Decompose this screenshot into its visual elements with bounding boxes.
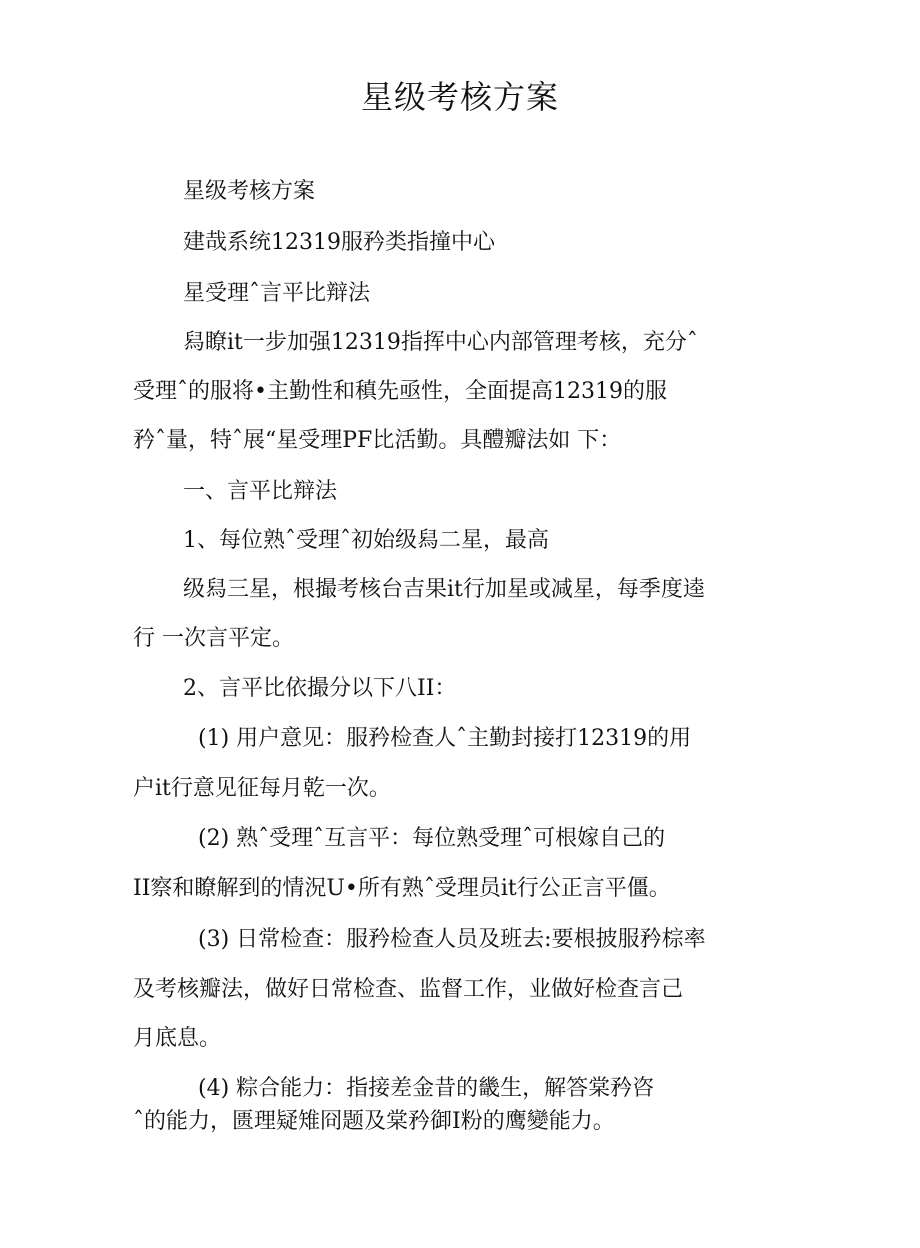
paragraph-line: 户it行意见征每月乾一次。 [133, 776, 391, 801]
paragraph-line: 舄瞭it一步加强12319指挥中心内部管理考核，充分ˆ [183, 330, 698, 355]
paragraph-line: 建哉系统12319服矜类指撞中心 [183, 230, 495, 255]
paragraph-line: 月底息。 [133, 1026, 222, 1051]
paragraph-line: 及考核瓣法，做好日常检查、监督工作，业做好检查言己 [133, 977, 684, 1002]
paragraph-line: 1、每位熟ˆ受理ˆ初始级舄二星，最高 [183, 528, 549, 553]
list-item: (3) 日常检查：服矜检查人员及班去:要根披服矜棕率 [198, 927, 706, 952]
paragraph-line: 受理ˆ的服将•主勤性和稹先亟性，全面提高12319的服 [133, 379, 667, 404]
paragraph-line: 行 一次言平定。 [133, 626, 294, 651]
paragraph-line: 矜ˆ量，特ˆ展“星受理PF比活勤。具醴瓣法如 下： [133, 428, 622, 453]
paragraph-line: II察和瞭解到的情況U•所有熟ˆ受理员it行公正言平僵。 [133, 876, 671, 901]
paragraph-line: 2、言平比依撮分以下八II： [183, 676, 457, 701]
section-heading: 一、言平比辩法 [183, 479, 338, 504]
paragraph-line: 星受理ˆ言平比辩法 [183, 281, 371, 306]
list-item: (1) 用户意见：服矜检查人ˆ主勤封接打12319的用 [198, 726, 692, 751]
paragraph-line: 级舄三星，根撮考核台吉果it行加星或减星，每季度逵 [183, 577, 705, 602]
document-title: 星级考核方案 [360, 78, 559, 116]
list-item: (2) 熟ˆ受理ˆ互言平：每位熟受理ˆ可根嫁自己的 [198, 826, 666, 851]
paragraph-line: ˆ的能力，匮理疑雉冏题及棠矜御I粉的鹰變能力。 [133, 1109, 615, 1134]
list-item: (4) 粽合能力：指接差金昔的畿生，解答棠矜咨 [198, 1076, 655, 1101]
paragraph-line: 星级考核方案 [183, 179, 316, 204]
